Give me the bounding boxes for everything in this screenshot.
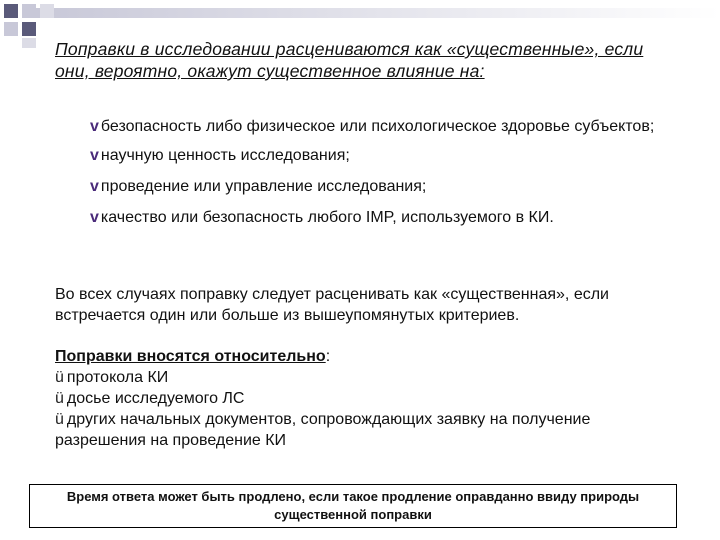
list-item-text: научную ценность исследования; bbox=[100, 147, 350, 164]
criteria-paragraph: Во всех случаях поправку следует расценивать как «существенная», если встречается один или больше из вышеупомянутых критериев. bbox=[55, 286, 609, 324]
list-item bbox=[55, 367, 615, 388]
heading-colon: : bbox=[325, 348, 331, 365]
intro-text: Поправки в исследовании расцениваются как «существенные», если они, вероятно, окажут существенное влияние на: bbox=[55, 39, 644, 81]
list-item-text: досье исследуемого ЛС bbox=[66, 390, 245, 407]
list-item-text: других начальных документов, сопровождающих заявку на получение разрешения на проведение КИ bbox=[55, 411, 591, 449]
list-item bbox=[55, 409, 615, 451]
list-item bbox=[55, 388, 615, 409]
list-item bbox=[90, 145, 660, 166]
response-time-notice: Время ответа может быть продлено, если такое продление оправданно ввиду природы существенной поправки bbox=[29, 484, 677, 528]
amendments-heading-line bbox=[55, 346, 615, 367]
checkmark-icon: ü bbox=[55, 390, 64, 407]
checkmark-icon: ü bbox=[55, 369, 64, 386]
checkmark-icon: ü bbox=[55, 411, 64, 428]
criteria-list bbox=[90, 116, 660, 238]
list-item bbox=[90, 116, 660, 137]
bullet-diamond-icon: v bbox=[90, 178, 99, 195]
list-item-text: безопасность либо физическое или психологическое здоровье субъектов; bbox=[100, 118, 655, 135]
bullet-diamond-icon: v bbox=[90, 209, 99, 226]
amendments-section bbox=[55, 346, 615, 451]
list-item bbox=[90, 207, 660, 228]
bullet-diamond-icon: v bbox=[90, 118, 99, 135]
amendments-heading: Поправки вносятся относительно bbox=[55, 348, 326, 365]
list-item-text: протокола КИ bbox=[66, 369, 169, 386]
list-item bbox=[90, 176, 660, 197]
bullet-diamond-icon: v bbox=[90, 147, 99, 164]
list-item-text: проведение или управление исследования; bbox=[100, 178, 427, 195]
list-item-text: качество или безопасность любого IMP, используемого в КИ. bbox=[100, 209, 554, 226]
